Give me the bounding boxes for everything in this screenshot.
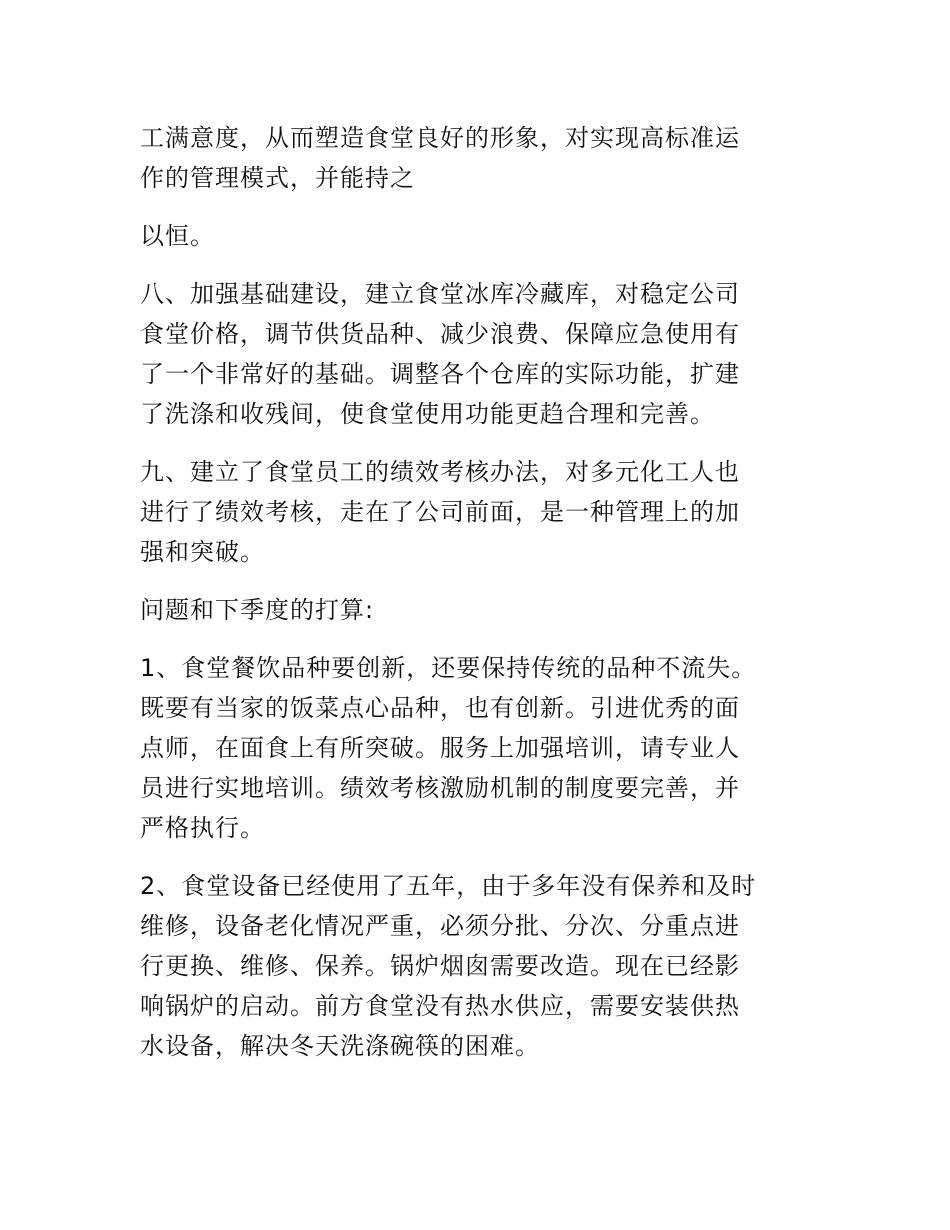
section-heading: 问题和下季度的打算: [140, 596, 375, 624]
paragraph-continuation-end: 以恒。 [140, 222, 215, 250]
paragraph-item-9: 九、建立了食堂员工的绩效考核办法，对多元化工人也 进行了绩效考核，走在了公司前面，是一种管理上的加 强和突破。 [140, 458, 740, 566]
plan-item-2: 2、食堂设备已经使用了五年，由于多年没有保养和及时 维修，设备老化情况严重，必须分批、分次、分重点进 行更换、维修、保养。锅炉烟囱需要改造。现在已经影 响锅炉的启动。前方食堂没有热水供应，需要安装供热 水设备，解决冬天洗涤碗筷的困难。 [140, 872, 757, 1060]
paragraph-continuation: 工满意度，从而塑造食堂良好的形象，对实现高标准运 作的管理模式，并能持之 [140, 124, 740, 192]
paragraph-item-8: 八、加强基础建设，建立食堂冰库冷藏库，对稳定公司 食堂价格，调节供货品种、减少浪费、保障应急使用有 了一个非常好的基础。调整各个仓库的实际功能，扩建 了洗涤和收残间，使食堂使用功能更趋合理和完善。 [140, 280, 740, 428]
document-body [140, 118, 810, 1084]
plan-item-1: 1、食堂餐饮品种要创新，还要保持传统的品种不流失。 既要有当家的饭菜点心品种，也有创新。引进优秀的面 点师，在面食上有所突破。服务上加强培训，请专业人 员进行实地培训。绩效考核激励机制的制度要完善，并 严格执行。 [140, 654, 757, 842]
